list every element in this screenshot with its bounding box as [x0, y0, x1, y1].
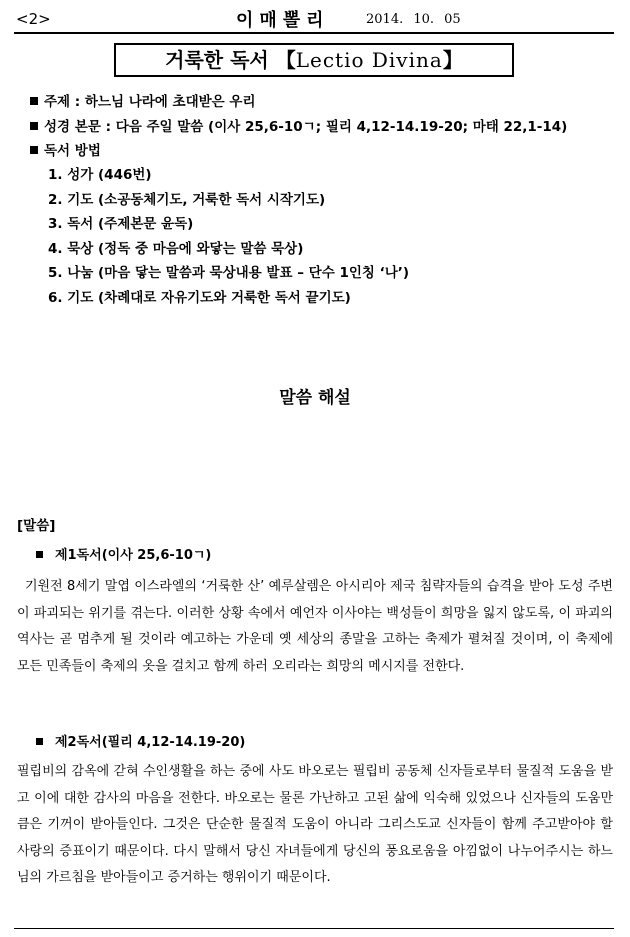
- section-title: 말씀 해설: [279, 388, 351, 408]
- step-item: 5. 나눔 (마음 닿는 말씀과 묵상내용 발표 – 단수 1인칭 ‘나’): [48, 265, 410, 281]
- step-item: 2. 기도 (소공동체기도, 거룩한 독서 시작기도): [48, 191, 326, 208]
- title-latin: Lectio Divina: [295, 48, 443, 72]
- word-label: [말씀]: [17, 518, 56, 534]
- square-bullet-icon: [36, 738, 43, 745]
- page-header: [14, 6, 614, 34]
- bottom-divider: [14, 928, 614, 929]
- method-steps: [48, 163, 409, 310]
- title-box: [114, 43, 514, 77]
- square-bullet-icon: [30, 122, 38, 130]
- info-list: [30, 90, 567, 164]
- reading-1-text: 기원전 8세기 말엽 이스라엘의 ‘거룩한 산’ 예루살렘은 아시리아 제국 침략자들의 습격을 받아 도성 주변이 파괴되는 위기를 겪는다. 이러한 상황 속에서 예언자 이사야는 백성들이 희망을 잃지 않도록, 이 파괴의 역사는 곧 멈추게 될 것이라 예고하는 가운데 옛 세상의 종말을 고하는 축제가 펼쳐질 것이며, 이 축제에 모든 민족들이 축제의 옷을 걸치고 함께 하러 오리라는 희망의 메시지를 전한다.: [17, 579, 613, 674]
- step-item: 4. 묵상 (정독 중 마음에 와닿는 말씀 묵상): [48, 240, 304, 257]
- page-number: <2>: [16, 10, 51, 28]
- square-bullet-icon: [30, 97, 38, 105]
- square-bullet-icon: [36, 551, 43, 558]
- reading-1-heading: [36, 544, 211, 563]
- text-label: 성경 본문: [44, 118, 101, 135]
- info-method: [30, 139, 567, 164]
- reading-2-title: 제2독서(필리 4,12-14.19-20): [55, 735, 246, 750]
- method-label: 독서 방법: [44, 143, 101, 159]
- step-item: 1. 성가 (446번): [48, 167, 152, 183]
- reading-2-heading: [36, 731, 245, 750]
- info-theme: 주제 : 하느님 나라에 초대받은 우리: [30, 90, 567, 115]
- reading-1-title: 제1독서(이사 25,6-10ㄱ): [55, 548, 212, 563]
- text-value: 다음 주일 말씀 (이사 25,6-10ㄱ; 필리 4,12-14.19-20; 마태 22,1-14): [115, 118, 568, 135]
- step-item: 3. 독서 (주제본문 윤독): [48, 216, 194, 232]
- square-bullet-icon: [30, 146, 38, 154]
- step-item: 6. 기도 (차례대로 자유기도와 거룩한 독서 끝기도): [48, 289, 351, 306]
- title-bracket-close: 】: [442, 48, 463, 72]
- info-text: 성경 본문 : 다음 주일 말씀 (이사 25,6-10ㄱ; 필리 4,12-14.19-20; 마태 22,1-14): [30, 115, 567, 140]
- publication-name: 이매뽈리: [236, 10, 330, 31]
- theme-value: 하느님 나라에 초대받은 우리: [84, 94, 256, 110]
- reading-2-text: 필립비의 감옥에 갇혀 수인생활을 하는 중에 사도 바오로는 필립비 공동체 신자들로부터 물질적 도움을 받고 이에 대한 감사의 마음을 전한다. 바오로는 물론 가난하고 고된 삶에 익숙해 있었으나 신자들의 도움만큼은 기꺼이 받아들인다. 그것은 단순한 물질적 도움이 아니라 그리스도교 신자들이 함께 주고받아야 할 사랑의 증표이기 때문이다. 다시 말해서 당신 자녀들에게 당신의 풍요로움을 아낌없이 나누어주시는 하느님의 가르침을 받아들이고 증거하는 행위이기 때문이다.: [17, 764, 613, 885]
- title-bracket-open: 【: [275, 48, 296, 72]
- publication-date: 2014. 10. 05: [366, 12, 461, 27]
- theme-label: 주제: [44, 94, 71, 110]
- title-korean: 거룩한 독서: [165, 48, 269, 72]
